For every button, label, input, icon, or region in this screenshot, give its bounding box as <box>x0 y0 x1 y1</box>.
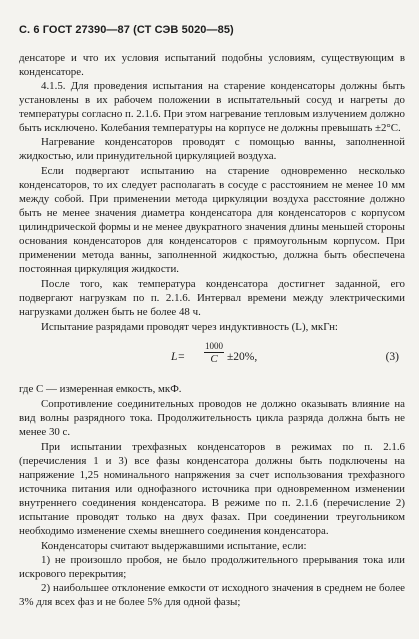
paragraph: 4.1.5. Для проведения испытания на старение конденсаторы должны быть установлены в их рабочем положении в испытательный сосуд и нагреты до температуры согласно п. 2.1.6. При этом нагревание тепловым излучением должно быть исключено. Колебания температуры на корпусе не должны превышать ±2°С. <box>19 80 405 134</box>
formula-denominator: C <box>210 353 218 365</box>
page-header: С. 6 ГОСТ 27390—87 (СТ СЭВ 5020—85) <box>19 24 234 36</box>
paragraph: Если подвергают испытанию на старение одновременно несколько конденсаторов, то их следует располагать в сосуде с расстоянием не менее 10 мм между собой. При применении метода циркуляции воздуха расстояние должно быть не менее значения диаметра конденсатора для конденсаторов с корпусом цилиндрической формы и не менее двукратного значения длины меньшей стороны основания конденсаторов для конденсаторов с прямоугольным корпусом. При применении метода ванны, заполненной жидкостью, должна быть обеспечена постоянная циркуляция жидкости. <box>19 165 405 275</box>
formula-lhs: L= <box>171 351 186 363</box>
formula-3 <box>19 340 405 374</box>
paragraph: Испытание разрядами проводят через индуктивность (L), мкГн: <box>41 321 338 333</box>
paragraph: При испытании трехфазных конденсаторов в режимах по п. 2.1.6 (перечисления 1 и 3) все фазы конденсатора должны быть подключены на напряжение 1,25 номинального напряжения за счет использования трехфазного источника питания или однофазного источника при одновременном изменении внутреннего соединения конденсатора. В режиме по п. 2.1.6 (перечисление 2) испытание проводят только на двух фазах. При соединении треугольником необходимо изменение схемы внешнего соединения конденсатора. <box>19 441 405 537</box>
paragraph: 1) не произошло пробоя, не было продолжительного прерывания тока или искрового перекрытия; <box>19 554 405 580</box>
formula-number: (3) <box>385 351 399 363</box>
paragraph: После того, как температура конденсатора достигнет заданной, его подвергают нагрузкам по п. 2.1.6. Интервал времени между электрическими нагрузками должен быть не более 48 ч. <box>19 278 405 318</box>
paragraph: денсаторе и что их условия испытаний подобны условиям, существующим в конденсаторе. <box>19 52 405 78</box>
paragraph: где С — измеренная емкость, мкФ. <box>19 383 182 395</box>
formula-rhs: ±20%, <box>227 351 258 363</box>
paragraph: Конденсаторы считают выдержавшими испытание, если: <box>41 540 307 552</box>
paragraph: 2) наибольшее отклонение емкости от исходного значения в среднем не более 3% для всех фаз и не более 5% для одной фазы; <box>19 582 405 608</box>
paragraph: Нагревание конденсаторов проводят с помощью ванны, заполненной жидкостью, или принудительной циркуляцией воздуха. <box>19 136 405 162</box>
formula-fraction <box>204 340 224 365</box>
formula-numerator: 1000 <box>205 341 223 351</box>
paragraph: Сопротивление соединительных проводов не должно оказывать влияние на вид волны разрядного тока. Продолжительность цикла разряда должна быть не менее 30 с. <box>19 398 405 438</box>
